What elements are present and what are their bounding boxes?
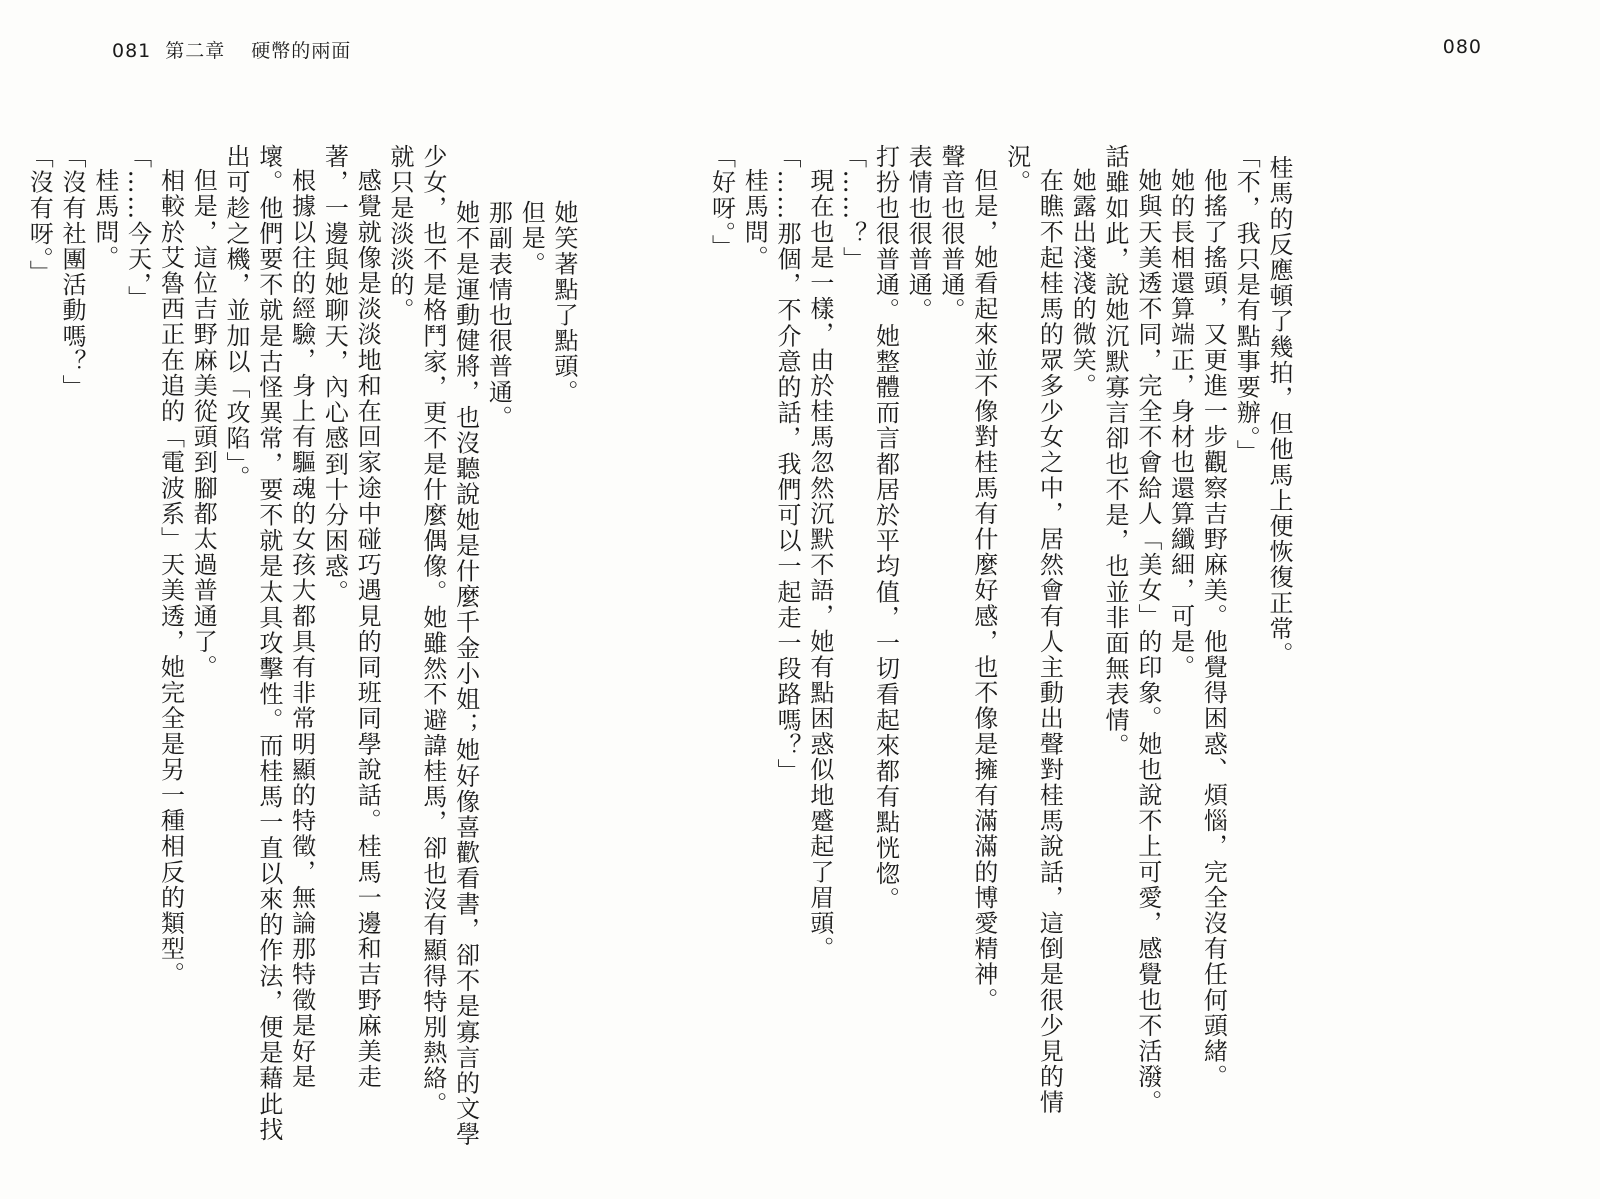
text-line: 打扮也很普通。她整體而言都居於平均值，一切看起來都有點恍惚。 xyxy=(871,144,900,912)
text-line: 著，一邊與她聊天，內心感到十分困惑。 xyxy=(320,144,349,605)
text-line: 那副表情也很普通。 xyxy=(484,200,513,431)
text-line: 少女，也不是格鬥家，更不是什麼偶像。她雖然不避諱桂馬，卻也沒有顯得特別熱絡。 xyxy=(418,144,447,1117)
text-line: 她的長相還算端正，身材也還算纖細，可是。 xyxy=(1166,168,1195,680)
chapter-title: 硬幣的兩面 xyxy=(251,40,352,62)
text-line: 她不是運動健將，也沒聽說她是什麼千金小姐；她好像喜歡看書，卻不是寡言的文學 xyxy=(451,200,480,1148)
right-page-number: 080 xyxy=(1442,36,1482,58)
text-line: 但是。 xyxy=(517,200,546,277)
text-line: 況。 xyxy=(1002,144,1031,196)
text-line: 表情也很普通。 xyxy=(904,144,933,324)
text-line: 出可趁之機，並加以「攻陷」。 xyxy=(222,144,251,491)
text-line: 但是，這位吉野麻美從頭到腳都太過普通了。 xyxy=(189,168,218,680)
text-line: 話雖如此，說她沉默寡言卻也不是，也並非面無表情。 xyxy=(1101,144,1130,759)
text-line: 但是，她看起來並不像對桂馬有什麼好感，也不像是擁有滿滿的博愛精神。 xyxy=(969,168,998,1013)
left-page-text xyxy=(25,144,580,1148)
text-line: 「沒有呀。」 xyxy=(25,144,54,286)
text-line: 在瞧不起桂馬的眾多少女之中，居然會有人主動出聲對桂馬說話，這倒是很少見的情 xyxy=(1035,168,1064,1116)
running-header-left xyxy=(112,36,351,63)
text-line: 「不，我只是有點事要辦。」 xyxy=(1232,144,1261,465)
text-line: 「……那個，不介意的話，我們可以一起走一段路嗎？」 xyxy=(773,144,802,784)
text-line: 現在也是一樣，由於桂馬忽然沉默不語，她有點困惑似地蹙起了眉頭。 xyxy=(805,168,834,962)
text-line: 根據以往的經驗，身上有驅魂的女孩大都具有非常明顯的特徵，無論那特徵是好是 xyxy=(287,168,316,1090)
text-line: 他搖了搖頭，又更進一步觀察吉野麻美。他覺得困惑、煩惱，完全沒有任何頭緒。 xyxy=(1199,168,1228,1090)
text-line: 「……？」 xyxy=(838,144,867,272)
left-page-number: 081 xyxy=(112,40,152,62)
text-line: 她笑著點了點頭。 xyxy=(550,200,578,405)
text-line: 「沒有社團活動嗎？」 xyxy=(58,144,87,400)
right-page-text xyxy=(707,144,1295,1116)
text-line: 她露出淺淺的微笑。 xyxy=(1068,168,1097,399)
text-line: 感覺就像是淡淡地和在回家途中碰巧遇見的同班同學說話。桂馬一邊和吉野麻美走 xyxy=(353,168,382,1090)
text-line: 聲音也很普通。 xyxy=(937,144,966,324)
text-line: 桂馬的反應頓了幾拍，但他馬上便恢復正常。 xyxy=(1265,155,1293,667)
text-line: 就只是淡淡的。 xyxy=(386,144,415,324)
text-line: 相較於艾魯西正在追的「電波系」天美透，她完全是另一種相反的類型。 xyxy=(156,168,185,988)
text-line: 「好呀。」 xyxy=(707,144,736,260)
text-line: 她與天美透不同，完全不會給人「美女」的印象。她也說不上可愛，感覺也不活潑。 xyxy=(1133,168,1162,1116)
text-line: 桂馬問。 xyxy=(740,168,769,271)
chapter-label: 第二章 xyxy=(165,40,226,62)
text-line: 壞。他們要不就是古怪異常，要不就是太具攻擊性。而桂馬一直以來的作法，便是藉此找 xyxy=(254,144,283,1143)
text-line: 「……今天，」 xyxy=(123,144,152,312)
text-line: 桂馬問。 xyxy=(90,168,119,271)
